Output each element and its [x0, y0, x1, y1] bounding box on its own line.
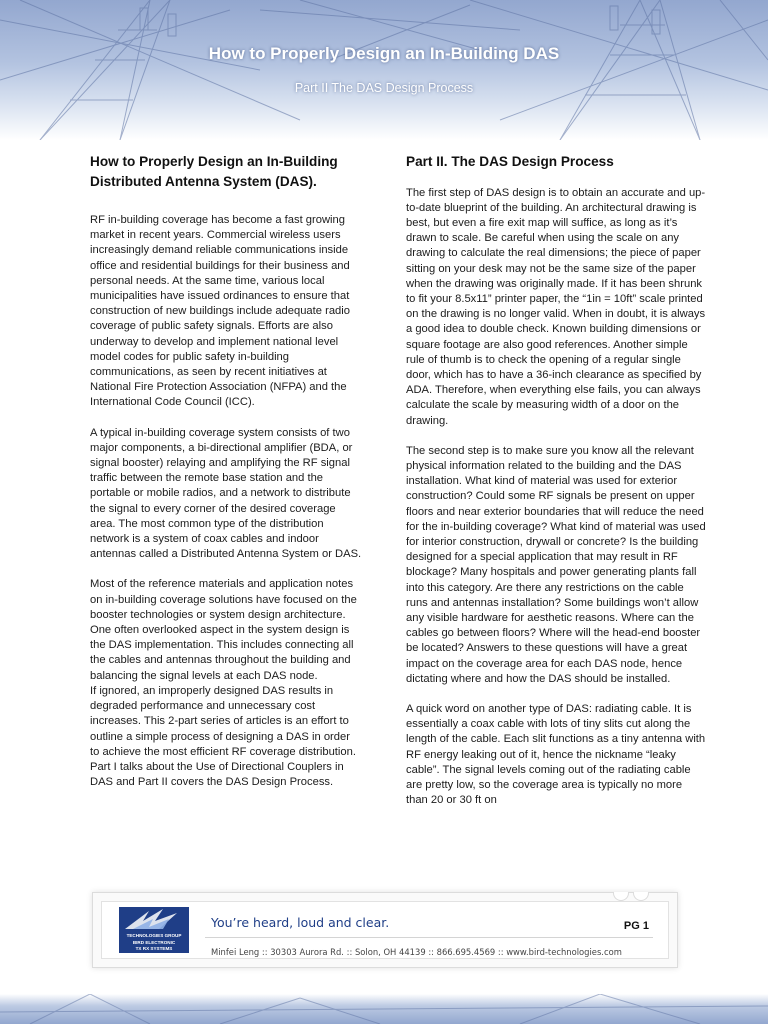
footer-notch — [633, 892, 649, 901]
right-paragraph-1: The first step of DAS design is to obtain an accurate and up-to-date blueprint of the building. An architectural drawing is best, but even a fire exit map will suffice, as long as it’s drawn to scale. Be careful when using the scale on any drawing to calculate the real dimensions; the piece of paper sitting on your desk may not be the same size of the paper when the drawing was originally made. If it has been shrunk to fit your 8.5x11” printer paper, the “1in = 10ft” scale printed on the drawing is no longer valid. When in doubt, it is always a good idea to double check. Known building dimensions or square footage are also good references. Another simple rule of thumb is to check the opening of a regular single door, which has to have a 36-inch clearance as specified by ADA. Therefore, when everything else fails, you can always calculate the scale by measuring width of a door on the drawing. — [406, 186, 706, 427]
right-paragraph-3: A quick word on another type of DAS: radiating cable. It is essentially a coax cable with lots of tiny slits cut along the length of the cable. Each slit functions as a tiny antenna with RF energy leaking out of it, hence the nickname “leaky cable”. The signal levels coming out of the radiating cable are pretty low, so the coverage area is typically no more than 20 or 30 ft on — [406, 703, 706, 807]
logo-line-2: BIRD ELECTRONIC — [132, 940, 176, 945]
left-paragraph-3: Most of the reference materials and application notes on in-building coverage solutions have focused on the booster technologies or system design architecture. One often overlooked aspect in the system design is the DAS implementation. This includes connecting all the cables and antennas throughout the building and balancing the signal levels at each DAS node. — [90, 578, 357, 682]
right-column-heading: Part II. The DAS Design Process — [406, 154, 614, 169]
bottom-tower-graphic — [0, 994, 768, 1024]
left-paragraph-2: A typical in-building coverage system consists of two major components, a bi-directional amplifier (BDA, or signal booster) relaying and amplifying the RF signal traffic between the remote base station and the portable or mobile radios, and a network to distribute the signal to every corner of the desired coverage area. The most common type of the distribution network is a system of coax cables and indoor antennas called a Distributed Antenna System or DAS. — [90, 426, 362, 561]
logo-line-3: TX RX SYSTEMS — [135, 946, 173, 951]
left-column-heading: How to Properly Design an In-Building Distributed Antenna System (DAS). — [90, 154, 338, 189]
footer-tagline: You’re heard, loud and clear. — [211, 915, 390, 930]
footer-notch — [613, 892, 629, 901]
left-paragraph-1: RF in-building coverage has become a fast growing market in recent years. Commercial wireless users increasingly demand reliable communications inside office and residential buildings for their business and personal needs. At the same time, various local municipalities have issued ordinances to ensure that construction of new buildings include adequate radio coverage of public safety signals. Efforts are also underway to develop and implement national level model codes for public safety in-building communications, as seen by recent initiatives at National Fire Protection Association (NFPA) and the International Code Council (ICC). — [90, 214, 350, 409]
left-paragraph-4: If ignored, an improperly designed DAS results in degraded performance and unnecessary cost increases. This 2-part series of articles is an effort to outline a simple process of designing a DAS in order to achieve the most efficient RF coverage distribution. Part I talks about the Use of Directional Couplers in DAS and Part II covers the DAS Design Process. — [90, 684, 356, 789]
document-title: How to Properly Design an In-Building DAS — [208, 44, 560, 63]
header-banner — [0, 0, 768, 140]
right-paragraph-2: The second step is to make sure you know all the relevant physical information related to the building and the DAS installation. What kind of material was used for exterior construction? Could some RF signals be present on upper floors and near exterior boundaries that will reduce the need for the in-building coverage? What kind of material was used for interior construction, drywall or concrete? Is the building designed for a special application that may result in RF blockage? Many hospitals and power generating plants fall into this category. Are there any restrictions on the cable runs and antennas installation? Some buildings won’t allow any visible hardware for aesthetic reasons. Where can the cables go between floors? Where will the head-end booster be located? Answers to these questions will have a great impact on the coverage area for each DAS node, hence dictating where and how the DAS should be installed. — [406, 444, 706, 685]
logo-line-1: TECHNOLOGIES GROUP — [126, 933, 182, 938]
tower-lattice-graphic — [0, 0, 768, 140]
left-column — [90, 152, 362, 805]
footer-divider — [205, 937, 653, 938]
page-number: PG 1 — [623, 920, 649, 932]
bird-technologies-logo — [119, 907, 189, 953]
document-subtitle: Part II The DAS Design Process — [294, 81, 474, 95]
footer-contact-info: Minfei Leng :: 30303 Aurora Rd. :: Solon, OH 44139 :: 866.695.4569 :: www.bird-technologies.com — [211, 947, 622, 957]
right-column — [406, 152, 706, 823]
footer-card — [92, 892, 678, 968]
bottom-banner — [0, 994, 768, 1024]
